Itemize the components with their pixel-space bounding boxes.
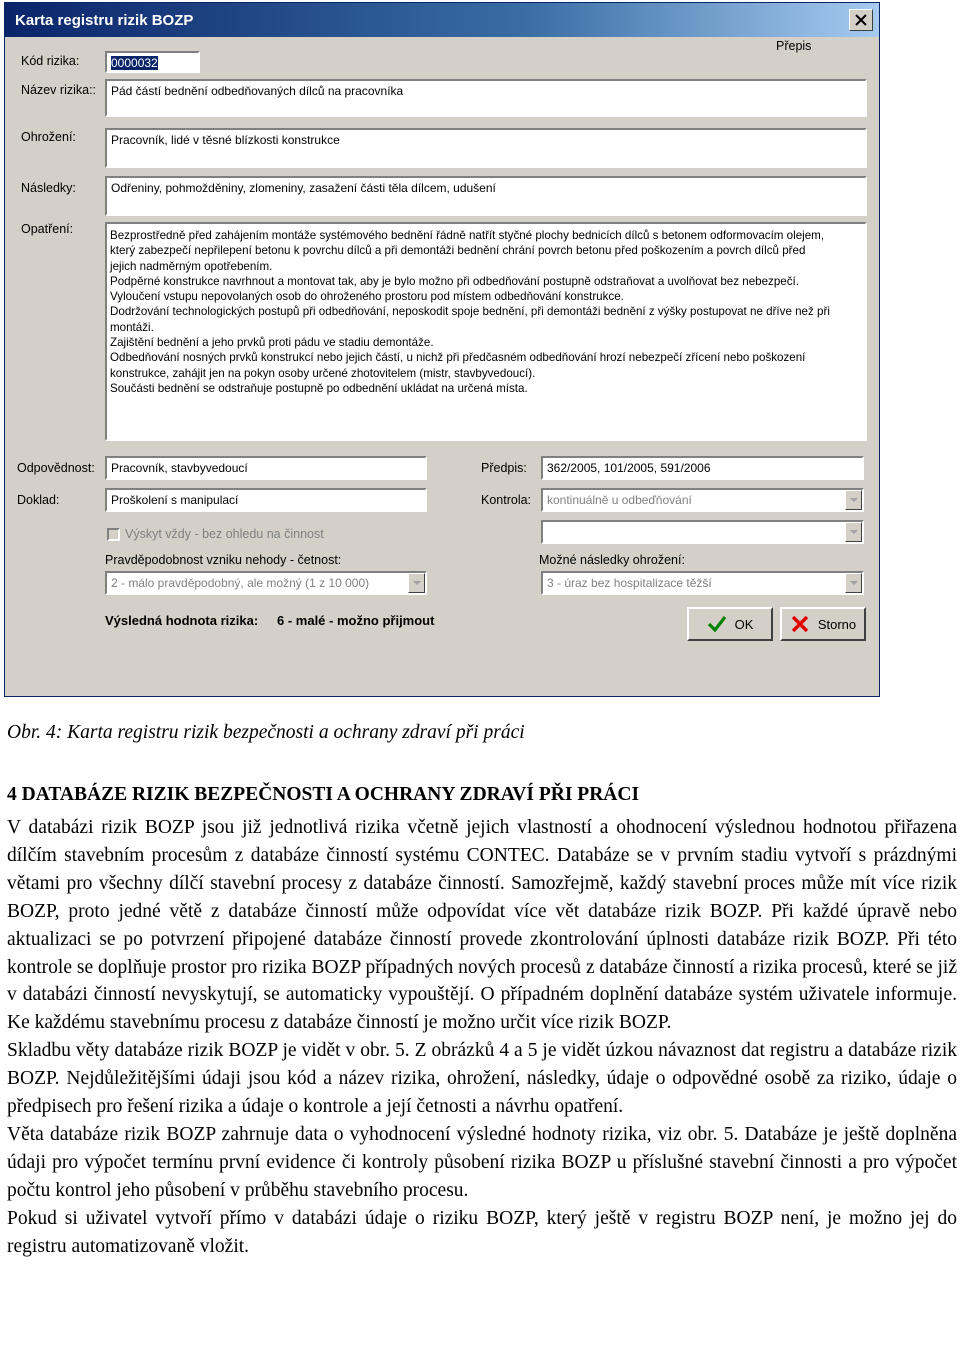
nazev-rizika-field[interactable] bbox=[105, 79, 867, 117]
section-heading: 4 DATABÁZE RIZIK BEZPEČNOSTI A OCHRANY ZDRAVÍ PŘI PRÁCI bbox=[7, 784, 640, 805]
ohrozeni-value: Pracovník, lidé v těsné blízkosti konstrukce bbox=[111, 133, 340, 147]
kod-rizika-label: Kód rizika: bbox=[21, 54, 80, 68]
checkmark-icon bbox=[707, 614, 727, 634]
predpis-field[interactable] bbox=[541, 456, 864, 480]
window-title: Karta registru rizik BOZP bbox=[15, 12, 194, 29]
pravdepodobnost-dropdown-button[interactable] bbox=[408, 573, 425, 593]
body-text bbox=[7, 814, 957, 1261]
vysledna-hodnota-value: 6 - malé - možno přijmout bbox=[277, 613, 435, 628]
chevron-down-icon bbox=[850, 530, 858, 534]
kontrola-value: kontinuálně u odbeďňování bbox=[547, 493, 692, 507]
kontrola-dropdown-button[interactable] bbox=[845, 490, 862, 510]
paragraph: Skladbu věty databáze rizik BOZP je vidět v obr. 5. Z obrázků 4 a 5 je vidět úzkou návaznost dat registru a databáze rizik BOZP. Nejdůležitějšími údaji jsou kód a název rizika, ohrožení, následky, údaje o odpovědné osobě za riziko, údaje o předpisech pro řešení rizika a údaje o kontrole a její četnosti a návrhu opatření. bbox=[7, 1040, 957, 1118]
chevron-down-icon bbox=[413, 581, 421, 585]
vysledna-hodnota-label: Výsledná hodnota rizika: bbox=[105, 613, 259, 628]
storno-button[interactable] bbox=[780, 607, 866, 641]
figure-caption: Obr. 4: Karta registru rizik bezpečnosti a ochrany zdraví při práci bbox=[7, 722, 525, 743]
window-titlebar[interactable] bbox=[5, 3, 879, 37]
kontrola-select[interactable] bbox=[541, 488, 864, 512]
nazev-rizika-value: Pád částí bednění odbedňovaných dílců na pracovníka bbox=[111, 84, 404, 98]
nazev-rizika-label: Název rizika:: bbox=[21, 83, 97, 97]
kontrola-label: Kontrola: bbox=[481, 493, 532, 507]
close-icon bbox=[855, 14, 867, 26]
pravdepodobnost-value: 2 - málo pravděpodobný, ale možný (1 z 10 000) bbox=[111, 576, 370, 590]
opatreni-field[interactable]: Bezprostředně před zahájením montáže systémového bednění řádně natřít styčné plochy bednicích dílců s betonem odformovacím olejem, který zabezpečí nepřilepení betonu k povrchu dílců a při demontáži bednění chrání povrch betonu před poškozením a povrch dílců před jejich nadměrným opotřebením. Podpěrné konstrukce navrhnout a montovat tak, aby je bylo možno při odbedňování postupně odstraňovat a uvolňovat bez nebezpečí. Vyloučení vstupu nepovolaných osob do ohroženého prostoru pod místem odbedňování konstrukce. Dodržování technologických postupů při odbedňování, neposkodit spoje bednění, při demontáži bednění z výšky postupovat ne dříve než při montáži. Zajištění bednění a jeho prvků proti pádu ve stadiu demontáže. Odbedňování nosných prvků konstrukcí nebo jejich částí, u nichž při předčasném odbedňování hrozí nebezpečí zřícení nebo poškození konstrukce, zahájit jen na pokyn osoby určené zhotovitelem (mistr, stavbyvedoucí). Součásti bednění se odstraňuje postupně po odbednění ukládat na určená místa. bbox=[105, 222, 867, 441]
predpis-label: Předpis: bbox=[481, 461, 527, 475]
ohrozeni-field[interactable] bbox=[105, 128, 867, 168]
odpovednost-field[interactable] bbox=[105, 456, 427, 480]
close-button[interactable] bbox=[849, 9, 873, 31]
paragraph: V databázi rizik BOZP jsou již jednotlivá rizika včetně jejich vlastností a ohodnocení výslednou hodnotou přiřazena dílčím stavebním procesům z databáze činností systému CONTEC. Databáze se v prvním stadiu vytvoří s prázdnými větami pro všechny dílčí stavební procesy z databáze činností. Samozřejmě, každý stavební proces může mít více rizik BOZP, proto jedné větě z databáze činností může odpovídat více vět databáze rizik BOZP. Při každé úpravě nebo aktualizaci se po potvrzení připojené databáze činností provede zkontrolování úplnosti databáze rizik BOZP. Při této kontrole se doplňuje prostor pro rizika BOZP případných nových procesů z databáze činností a rizika procesů, které se již v databázi činností nevyskytují, se automaticky vypouštějí. O případném doplnění databáze systém uživatele informuje. Ke každému stavebnímu procesu z databáze činností je možno určit více rizik BOZP. bbox=[7, 817, 957, 1034]
ok-label: OK bbox=[734, 616, 754, 632]
pravdepodobnost-label: Pravděpodobnost vzniku nehody - četnost: bbox=[105, 553, 342, 567]
predpis-value: 362/2005, 101/2005, 591/2006 bbox=[547, 461, 711, 475]
nasledky-ohrozeni-dropdown-button[interactable] bbox=[845, 573, 862, 593]
empty-select[interactable] bbox=[541, 520, 864, 544]
doklad-value: Proškolení s manipulací bbox=[111, 493, 239, 507]
pravdepodobnost-select[interactable] bbox=[105, 571, 427, 595]
chevron-down-icon bbox=[850, 498, 858, 502]
prepis-label: Přepis bbox=[776, 39, 812, 53]
doklad-field[interactable] bbox=[105, 488, 427, 512]
doklad-label: Doklad: bbox=[17, 493, 60, 507]
ohrozeni-label: Ohrožení: bbox=[21, 130, 76, 144]
paragraph: Pokud si uživatel vytvoří přímo v databázi údaje o riziku BOZP, který ještě v registru BOZP není, je možno jej do registru automatizovaně vložit. bbox=[7, 1207, 957, 1257]
kod-rizika-field[interactable] bbox=[105, 51, 200, 73]
odpovednost-label: Odpovědnost: bbox=[17, 461, 95, 475]
nasledky-ohrozeni-select[interactable] bbox=[541, 571, 864, 595]
nasledky-label: Následky: bbox=[21, 181, 76, 195]
ok-button[interactable] bbox=[687, 607, 773, 641]
dialog-client-area bbox=[5, 37, 879, 696]
opatreni-label: Opatření: bbox=[21, 222, 74, 236]
empty-dropdown-button[interactable] bbox=[845, 522, 862, 542]
chevron-down-icon bbox=[850, 581, 858, 585]
paragraph: Věta databáze rizik BOZP zahrnuje data o vyhodnocení výsledné hodnoty rizika, viz obr. 5. Databáze je ještě doplněna údaji pro výpočet termínu první evidence či kontroly působení rizika BOZP u příslušné stavební činnosti a pro výpočet počtu kontrol jeho působení v průběhu stavebního procesu. bbox=[7, 1123, 957, 1201]
nasledky-ohrozeni-label: Možné následky ohrožení: bbox=[539, 553, 685, 567]
nasledky-field[interactable] bbox=[105, 176, 867, 216]
nasledky-ohrozeni-value: 3 - úraz bez hospitalizace těžší bbox=[547, 576, 712, 590]
cross-icon bbox=[790, 614, 810, 634]
kod-rizika-value: 0000032 bbox=[111, 56, 158, 70]
vyskyt-label: Výskyt vždy - bez ohledu na činnost bbox=[125, 527, 324, 541]
vyskyt-checkbox[interactable] bbox=[107, 528, 120, 541]
risk-card-dialog bbox=[4, 2, 880, 697]
storno-label: Storno bbox=[817, 616, 857, 632]
nasledky-value: Odřeniny, pohmožděniny, zlomeniny, zasažení části těla dílcem, udušení bbox=[111, 181, 496, 195]
odpovednost-value: Pracovník, stavbyvedoucí bbox=[111, 461, 248, 475]
